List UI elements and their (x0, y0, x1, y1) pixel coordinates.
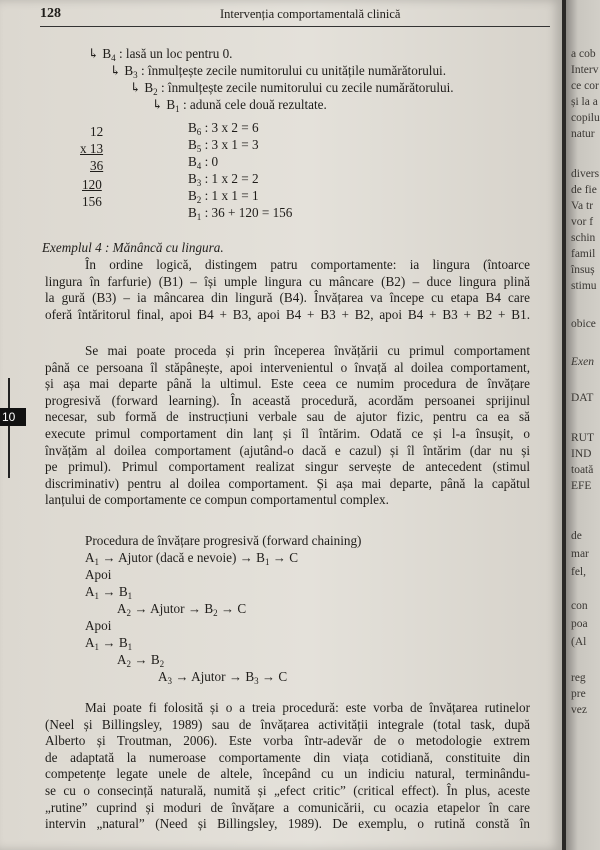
text-line: (Neel și Billingsley, 1989) sau de învățarea activității integrale (total task, după (45, 716, 530, 732)
text-line: oferă întăritorul final, apoi B4 + B3, apoi B4 + B3 + B2, apoi B4 + B3 + B2 + B1. (45, 306, 530, 322)
chapter-tab: 10 (0, 408, 26, 426)
text-line: se cu o consecință naturală, numită și „efect critic” (critical effect). În plus, aceste (45, 782, 530, 798)
page-number: 128 (40, 6, 61, 21)
text-line: intervin „natural” (Need și Billingsley, 1989). De exemplu, o rutină constă în (45, 816, 530, 832)
text-line: la gură (B3) – ia mâncarea din lingură (B4). Învățarea va începe cu etapa B4 care (45, 290, 530, 306)
mult-operand-1: 12 (90, 124, 104, 139)
edge-text: schin (571, 232, 596, 244)
text-line: În ordine logică, distingem patru comportamente: ia lingura (întoarce (85, 257, 530, 272)
text-line: competențe legate unele de altele, începând cu un indiciu natural, terminându- (45, 766, 530, 782)
text-line: progresivă (forward learning). În această procedură, acordăm persoanei sprijinul (45, 392, 530, 408)
text-line: pe primul). Primul comportament realizat singur servește de antecedent (stimul (45, 459, 530, 475)
step-line-b4: ↳ $B_4$ : lasă un loc pentru 0. (88, 46, 233, 63)
procedure-title: Procedura de învățare progresivă (forward chaining) (85, 533, 362, 548)
edge-text: fel, (571, 566, 587, 578)
edge-text: vez (571, 704, 587, 716)
edge-text: natur (571, 128, 595, 140)
text-line: lingura în farfurie) (B1) – își umple lingura cu mâncare (B2) – duce lingura plină (45, 273, 530, 289)
text-line: execute primul comportament din lanț și îl întărim. Odată ce și l-a însușit, o (45, 425, 530, 441)
edge-text: și la a (571, 96, 598, 108)
paragraph-total-task (45, 700, 530, 833)
procedure-apoi-2: Apoi (85, 618, 112, 633)
text-line: lanțului de comportamente ce compun comportamentul complex. (45, 492, 389, 508)
edge-text: obice (571, 318, 596, 330)
procedure-step-1: $A_1$ → Ajutor (dacă e nevoie) → $B_1 \to C$ (85, 550, 299, 567)
edge-text: copilu (571, 112, 600, 124)
example-title: Exemplul 4 : Mănâncă cu lingura. (42, 240, 224, 255)
edge-text: a cob (571, 48, 596, 60)
text-line: Mai poate fi folosită și o a treia procedură: este vorba de învățarea rutinelor (85, 700, 530, 715)
mult-partial-1: 36 (90, 158, 104, 173)
edge-text: de fie (571, 184, 597, 196)
step-result-b1: $B_1$ : 36 + 120 = 156 (188, 205, 293, 222)
text-line: și așa mai departe până la ultimul. Este ceea ce numim procedura de învățare (45, 376, 530, 392)
step-result-b4: $B_4$ : 0 (188, 154, 219, 171)
procedure-step-2b: $A_2$ → Ajutor → $B_2 \to C$ (117, 601, 247, 618)
mult-partial-2: 120 (82, 177, 102, 192)
text-line: învățăm al doilea comportament (ajutând-o dacă e cazul) și îl întărim (dar nu și (45, 442, 530, 458)
margin-bar (8, 378, 10, 478)
edge-text: stimu (571, 280, 597, 292)
procedure-apoi-1: Apoi (85, 567, 112, 582)
edge-text: reg (571, 672, 586, 684)
edge-text: Va tr (571, 200, 594, 212)
text-line: Se mai poate proceda și prin începerea învățării cu primul comportament (85, 343, 530, 358)
paragraph-forward-learning (45, 343, 530, 509)
text-line: „rutine” cuprind și moduri de învățare a comunicării, cu ocazia etapelor în care (45, 799, 530, 815)
edge-text: pre (571, 688, 586, 700)
edge-text: Interv (571, 64, 599, 76)
edge-text: mar (571, 548, 589, 560)
step-result-b5: $B_5$ : 3 x 1 = 3 (188, 137, 259, 154)
text-line: până ce persoana îl stăpânește, apoi intervenientul o învață al doilea comportament, (45, 359, 530, 375)
edge-text: con (571, 600, 588, 612)
edge-text: DAT (571, 392, 594, 404)
paragraph-example (45, 257, 530, 323)
edge-text: Exen (571, 356, 594, 368)
procedure-step-2a: $A_1 \to B_1$ (85, 584, 133, 601)
edge-text: toată (571, 464, 594, 476)
step-line-b3: ↳ $B_3$ : înmulțește zecile numitorului cu unitățile numărătorului. (110, 63, 447, 80)
step-result-b6: $B_6$ : 3 x 2 = 6 (188, 120, 259, 137)
mult-operand-2: x 13 (80, 141, 104, 156)
text-line: Alberto și Troutman, 2006). Este vorba într-adevăr de o metodologie extrem (45, 733, 530, 749)
step-line-b2: ↳ $B_2$ : înmulțește zecile numitorului cu zecile numărătorului. (130, 80, 454, 97)
step-result-b2: $B_2$ : 1 x 1 = 1 (188, 188, 259, 205)
edge-text: de (571, 530, 582, 542)
edge-text: divers (571, 168, 600, 180)
edge-text: însuș (571, 264, 595, 276)
edge-text: EFE (571, 480, 592, 492)
procedure-step-3c: $A_3$ → Ajutor → $B_3 \to C$ (158, 669, 288, 686)
procedure-step-3b: $A_2 \to B_2$ (117, 652, 165, 669)
mult-result: 156 (82, 194, 102, 209)
step-line-b1: ↳ $B_1$ : adună cele două rezultate. (152, 97, 327, 114)
text-line: de adaptată la numeroase comportamente din viața cotidiană, constituite din (45, 749, 530, 765)
edge-text: vor f (571, 216, 594, 228)
edge-text: poa (571, 618, 588, 630)
step-result-b3: $B_3$ : 1 x 2 = 2 (188, 171, 259, 188)
text-line: discriminativ) pentru al doilea comportament. Și așa mai departe, până la capătul (45, 475, 530, 491)
edge-text: ce cor (571, 80, 599, 92)
book-page-right (566, 0, 600, 850)
edge-text: (Al (571, 636, 587, 648)
procedure-step-3a: $A_1 \to B_1$ (85, 635, 133, 652)
running-title: Intervenția comportamentală clinică (220, 7, 401, 21)
running-header (40, 6, 550, 27)
text-line: necesar, sub formă de instrucțiuni verbale sau de ajutor fizic, pentru ca ea să (45, 409, 530, 425)
edge-text: RUT (571, 432, 594, 444)
edge-text: IND (571, 448, 592, 460)
edge-text: famil (571, 248, 596, 260)
